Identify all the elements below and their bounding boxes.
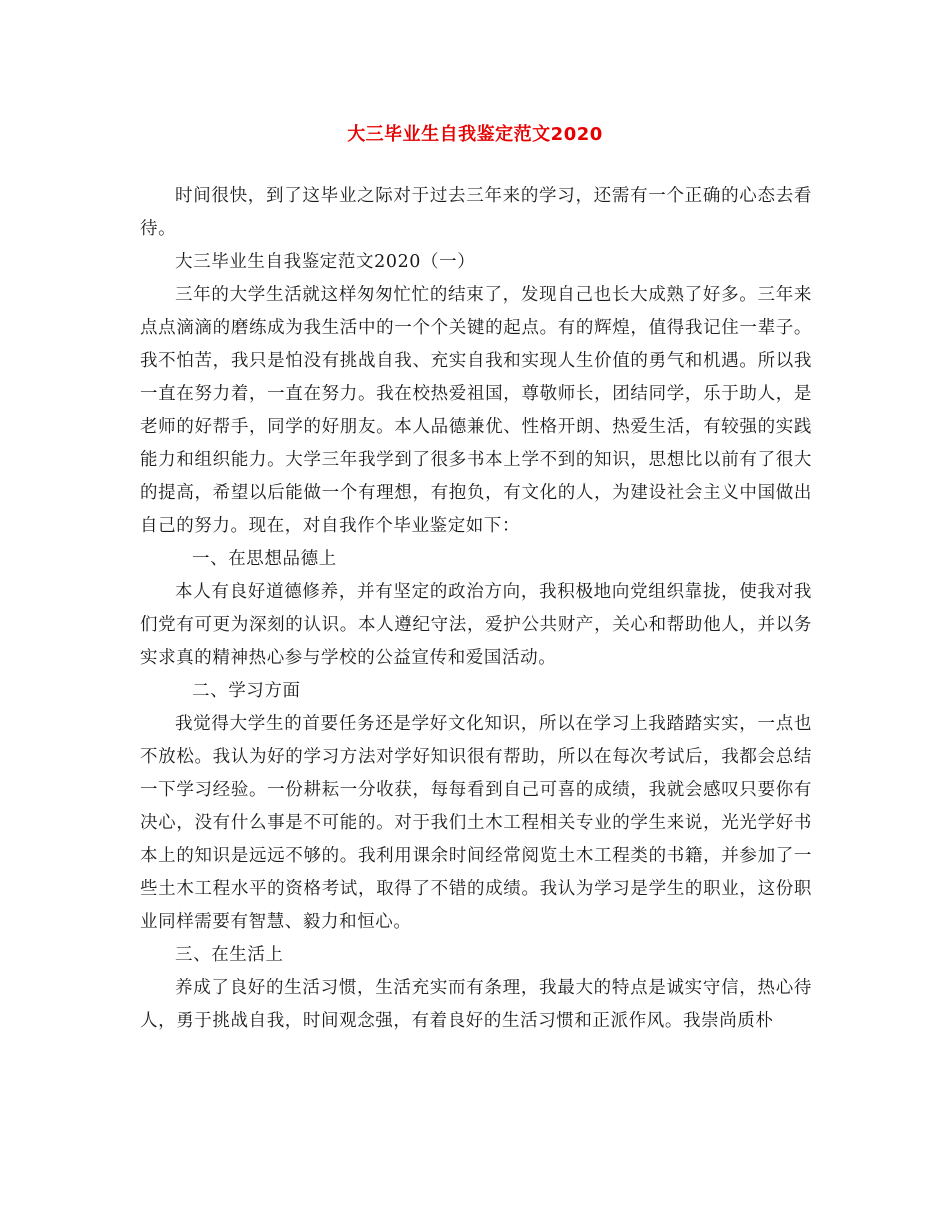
- section-heading-study: 二、学习方面: [192, 681, 301, 701]
- section-heading-ideology: 一、在思想品德上: [192, 549, 337, 569]
- body-paragraph-ideology: 本人有良好道德修养，并有坚定的政治方向，我积极地向党组织靠拢，使我对我们党有可更为深刻的认识。本人遵纪守法，爱护公共财产，关心和帮助他人，并以务实求真的精神热心参与学校的公益宣传和爱国活动。: [140, 582, 812, 668]
- section-heading-life: 三、在生活上: [175, 945, 284, 965]
- body-paragraph-study: 我觉得大学生的首要任务还是学好文化知识，所以在学习上我踏踏实实，一点也不放松。我认为好的学习方法对学好知识很有帮助，所以在每次考试后，我都会总结一下学习经验。一份耕耘一分收获，每每看到自己可喜的成绩，我就会感叹只要你有决心，没有什么事是不可能的。对于我们土木工程相关专业的学生来说，光光学好书本上的知识是远远不够的。我利用课余时间经常阅览土木工程类的书籍，并参加了一些土木工程水平的资格考试，取得了不错的成绩。我认为学习是学生的职业，这份职业同样需要有智慧、毅力和恒心。: [140, 714, 812, 932]
- body-paragraph-life: 养成了良好的生活习惯，生活充实而有条理，我最大的特点是诚实守信，热心待人，勇于挑战自我，时间观念强，有着良好的生活习惯和正派作风。我崇尚质朴: [140, 978, 812, 1031]
- body-paragraph-overview: 三年的大学生活就这样匆匆忙忙的结束了，发现自己也长大成熟了好多。三年来点点滴滴的磨练成为我生活中的一个个关键的起点。有的辉煌，值得我记住一辈子。我不怕苦，我只是怕没有挑战自我、充实自我和实现人生价值的勇气和机遇。所以我一直在努力着，一直在努力。我在校热爱祖国，尊敬师长，团结同学，乐于助人，是老师的好帮手，同学的好朋友。本人品德兼优、性格开朗、热爱生活，有较强的实践能力和组织能力。大学三年我学到了很多书本上学不到的知识，思想比以前有了很大的提高，希望以后能做一个有理想，有抱负，有文化的人，为建设社会主义中国做出自己的努力。现在，对自我作个毕业鉴定如下：: [140, 285, 812, 536]
- document-body: [140, 180, 812, 1038]
- section-heading-example-one: 大三毕业生自我鉴定范文2020（一）: [175, 252, 476, 272]
- intro-paragraph: 时间很快，到了这毕业之际对于过去三年来的学习，还需有一个正确的心态去看待。: [140, 186, 812, 239]
- document-title: 大三毕业生自我鉴定范文2020: [347, 124, 603, 145]
